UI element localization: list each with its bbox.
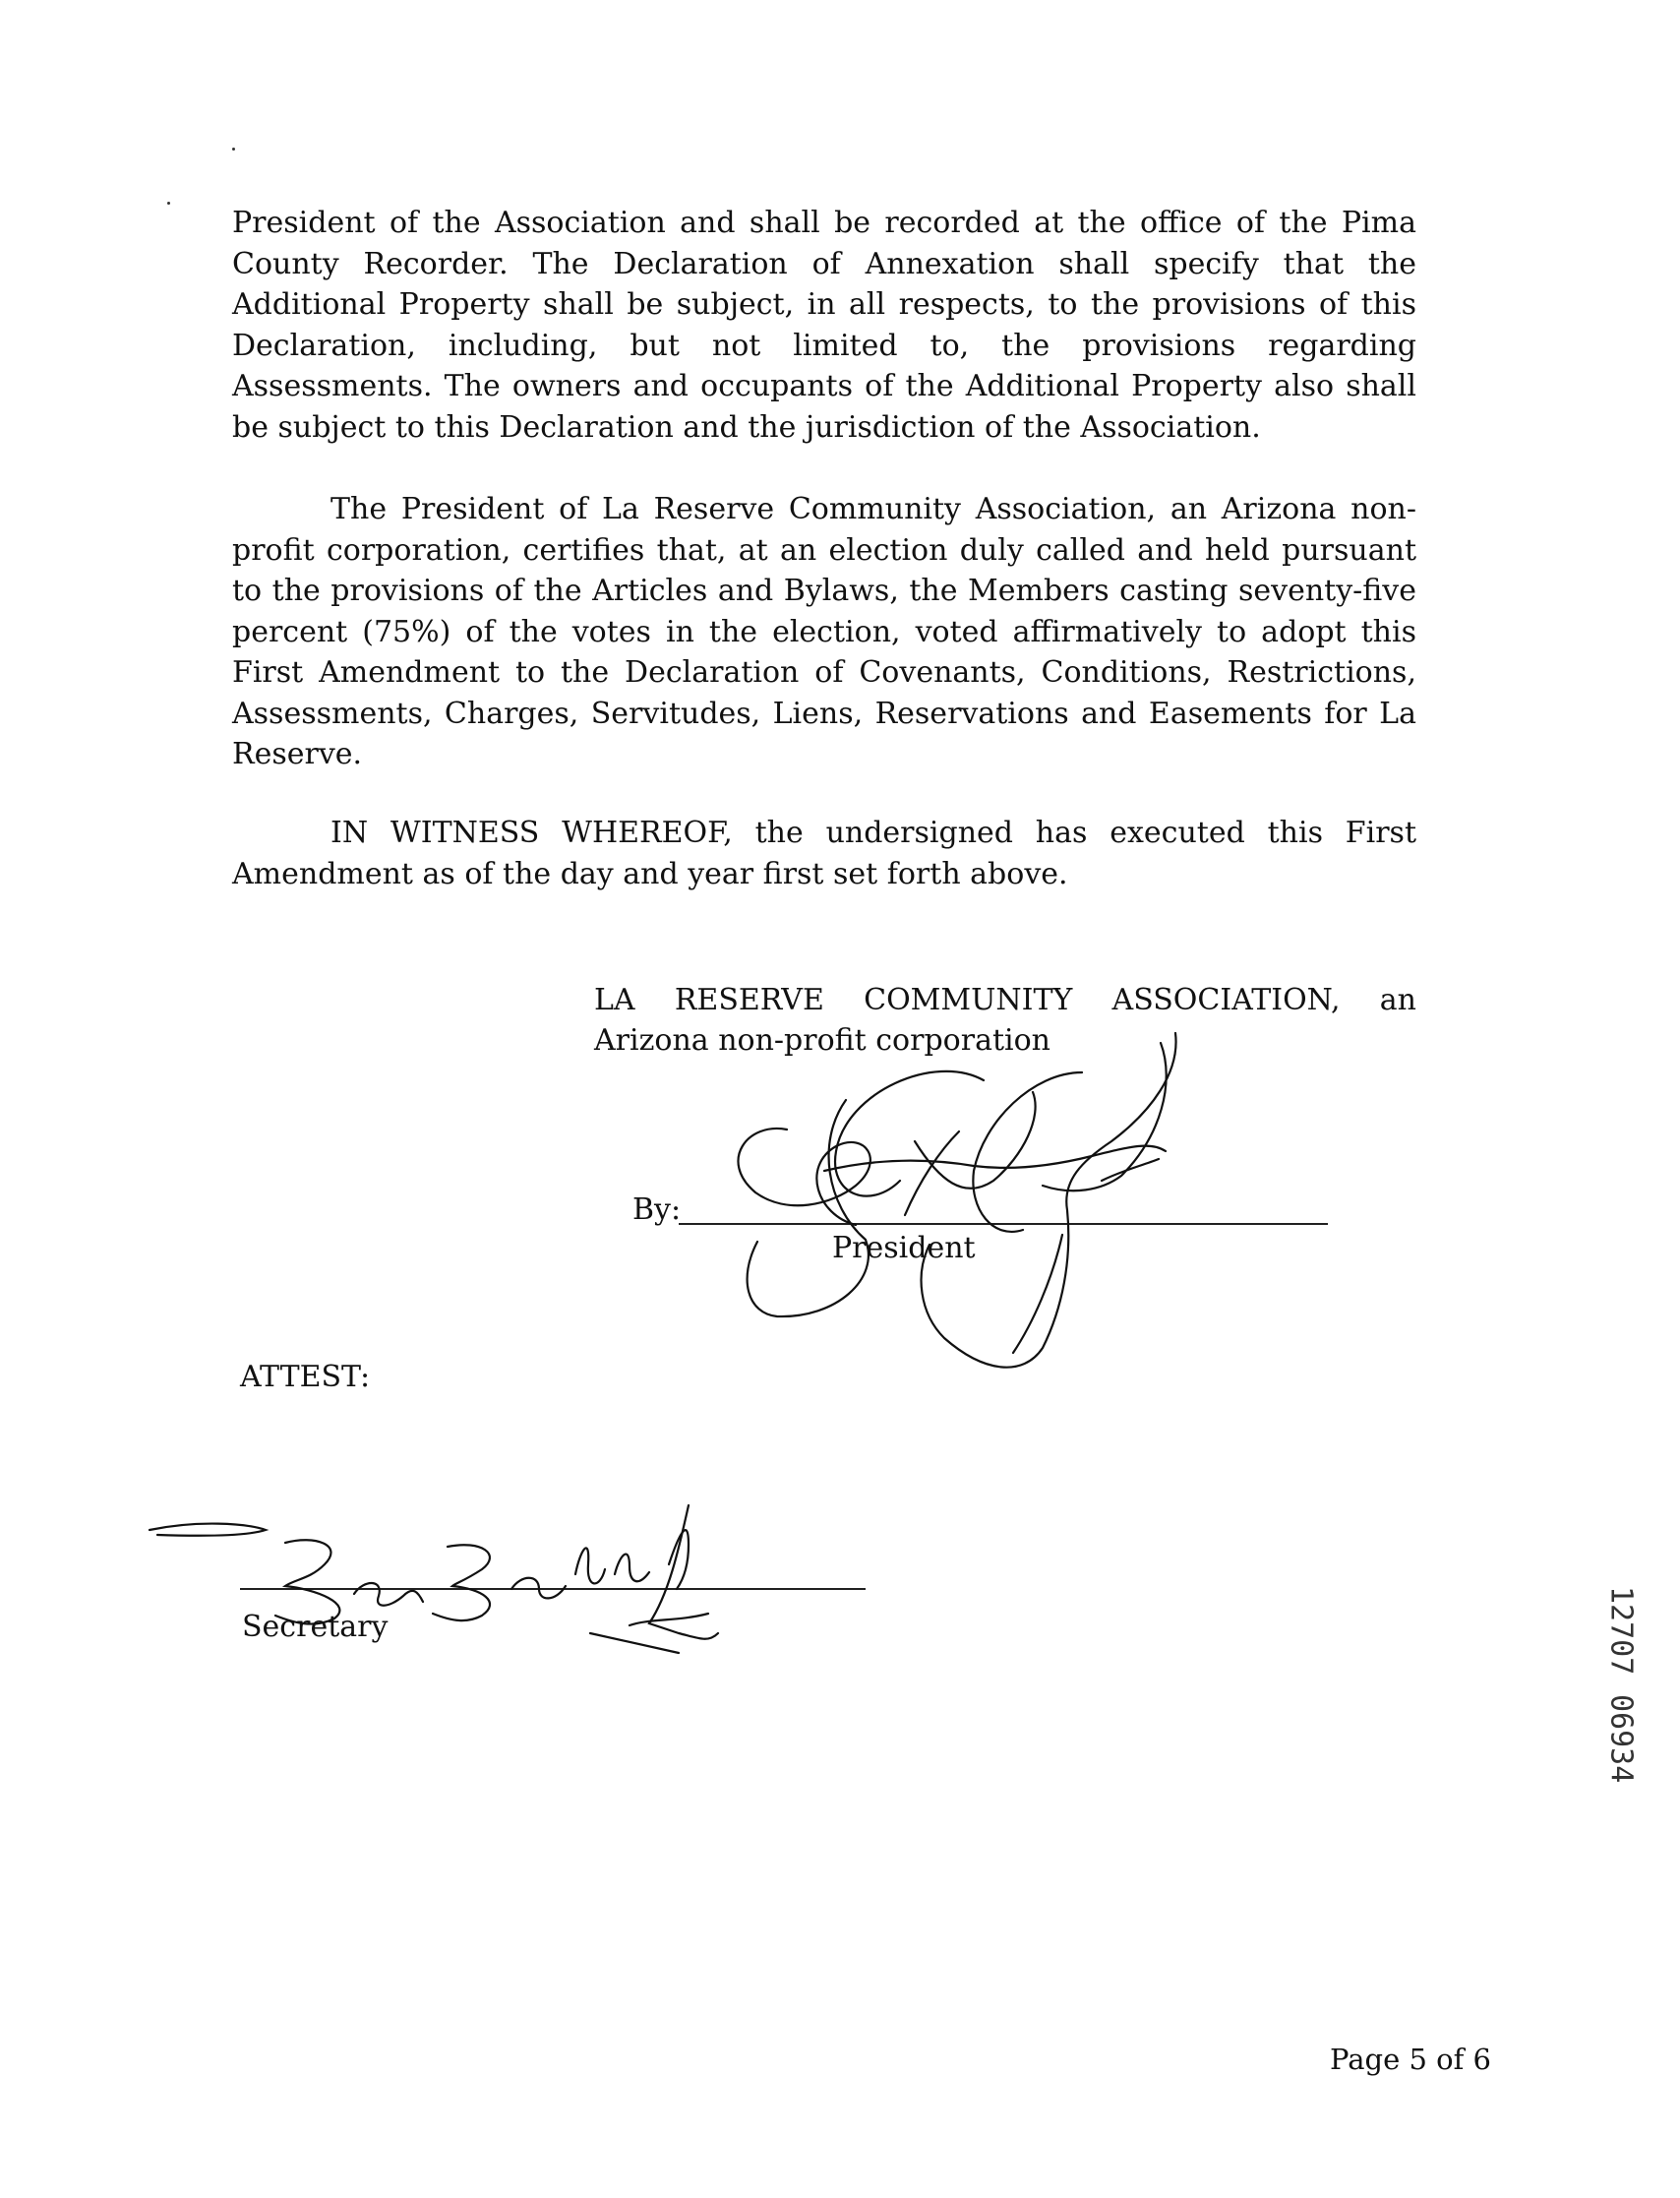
by-label: By: — [632, 1192, 682, 1227]
signatory-entity: LA RESERVE COMMUNITY ASSOCIATION, an Arizona non-profit corporation — [594, 983, 1416, 1058]
recording-book-number: 12707 — [1603, 1586, 1639, 1676]
page-number: Page 5 of 6 — [1330, 2043, 1491, 2076]
president-title: President — [832, 1231, 976, 1265]
recording-number-stamp — [1601, 1586, 1641, 1784]
paragraph-annexation: President of the Association and shall be recorded at the office of the Pima County Recorder. The Declaration of Annexation shall specify that the Additional Property shall be subject, in all respects, to the provisions of this Declaration, including, but not limited to, the provisions regarding Assessments. The owners and occupants of the Additional Property also shall be subject to this Declaration and the jurisdiction of the Association. — [232, 206, 1416, 445]
recording-page-number: 06934 — [1603, 1694, 1639, 1784]
paragraph-witness: IN WITNESS WHEREOF, the undersigned has executed this First Amendment as of the day and year first set forth above. — [232, 816, 1416, 891]
attest-label: ATTEST: — [240, 1360, 371, 1394]
paragraph-certification: The President of La Reserve Community Association, an Arizona non-profit corporation, certifies that, at an election duly called and held pursuant to the provisions of the Articles and Bylaws, the Members casting seventy-five percent (75%) of the votes in the election, voted affirmatively to adopt this First Amendment to the Declaration of Covenants, Conditions, Restrictions, Assessments, Charges, Servitudes, Liens, Reservations and Easements for La Reserve. — [232, 492, 1416, 771]
secretary-title: Secretary — [242, 1610, 389, 1644]
